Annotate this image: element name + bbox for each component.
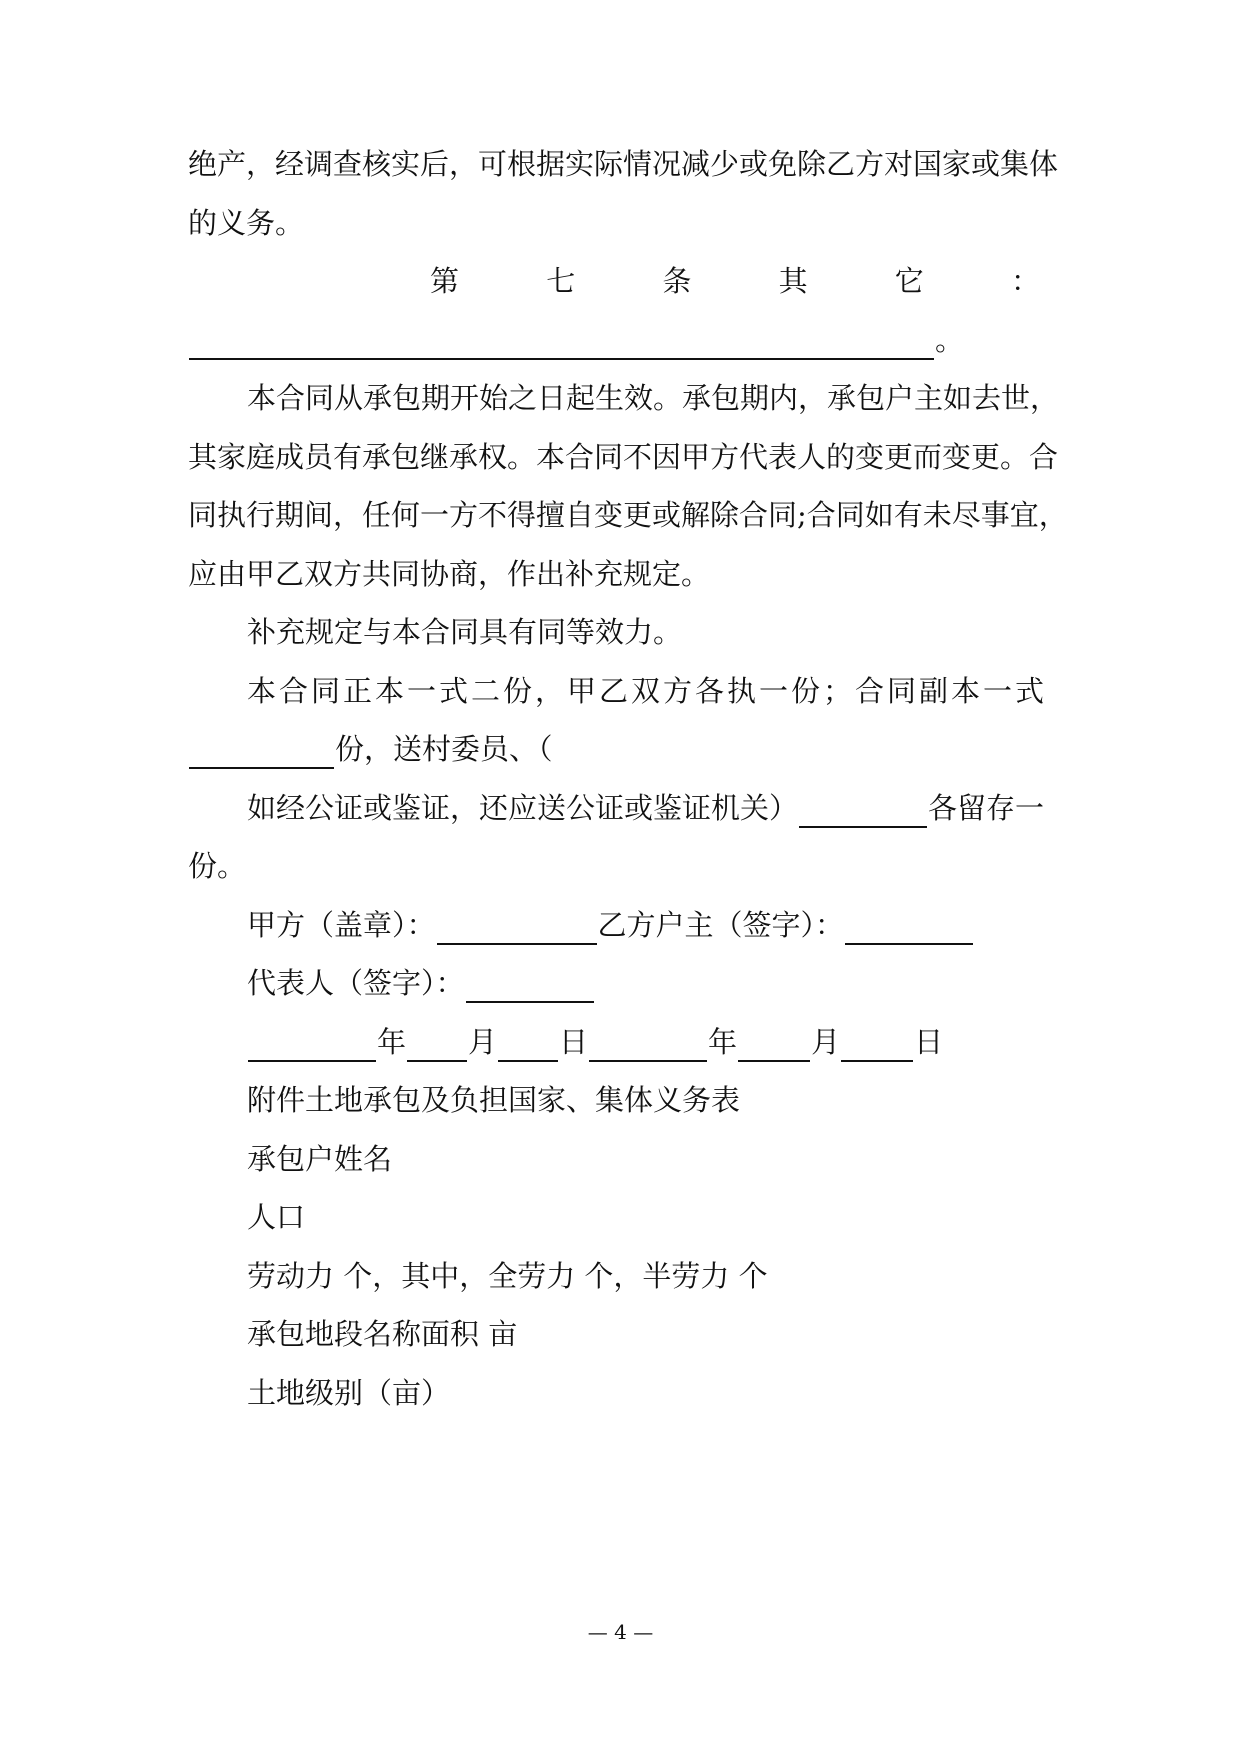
article-7-char: 条 [662,264,692,298]
paragraph-text: 各留存一 [928,791,1045,825]
paragraph-text: 如经公证或鉴证，还应送公证或鉴证机关） [247,791,799,825]
signature-line [247,905,1058,945]
labor-label: 劳动力 个，其中，全劳力 个，半劳力 个 [247,1259,768,1293]
paragraph-line: 本合同正本一式二份，甲乙双方各执一份；合同副本一式 [247,674,1048,708]
month-label: 月 [468,1025,498,1059]
paragraph-line: 补充规定与本合同具有同等效力。 [247,615,683,649]
year-blank[interactable] [589,1030,707,1062]
paragraph-line: 其家庭成员有承包继承权。本合同不因甲方代表人的变更而变更。合 [188,440,1059,474]
representative-label: 代表人（签字）： [247,966,465,1000]
year-label: 年 [377,1025,407,1059]
punctuation: 。 [935,323,965,357]
representative-line [247,963,1058,1003]
party-b-label: 乙方户主（签字）： [597,908,845,942]
population-label: 人口 [247,1200,306,1234]
article-7-char: 第 [430,264,460,298]
paragraph-line [188,729,1058,769]
paragraph-line: 绝产，经调查核实后，可根据实际情况减少或免除乙方对国家或集体 [188,147,1059,181]
paragraph-line: 应由甲乙双方共同协商，作出补充规定。 [188,557,711,591]
paragraph-line: 的义务。 [188,206,305,240]
page-number: — 4 — [587,1620,654,1644]
month-label: 月 [811,1025,841,1059]
paragraph-line: 份。 [188,849,247,883]
party-b-signature-blank[interactable] [845,913,973,945]
article-7-char: 它 [894,264,924,298]
article-7-blank-line [188,320,1058,360]
paragraph-line: 同执行期间，任何一方不得擅自变更或解除合同;合同如有未尽事宜， [188,498,1068,532]
plot-label: 承包地段名称面积 亩 [247,1317,518,1351]
day-label: 日 [914,1025,944,1059]
paragraph-text: 份，送村委员、（ [335,732,553,766]
fill-in-blank[interactable] [189,737,334,769]
article-7-heading [430,261,1040,301]
attachment-title: 附件土地承包及负担国家、集体义务表 [247,1083,741,1117]
party-a-label: 甲方（盖章）： [247,908,436,942]
month-blank[interactable] [738,1030,810,1062]
land-grade-label: 土地级别（亩） [247,1376,451,1410]
day-blank[interactable] [841,1030,913,1062]
representative-signature-blank[interactable] [466,971,594,1003]
article-7-char: ： [1010,264,1040,298]
day-blank[interactable] [498,1030,558,1062]
article-7-char: 七 [546,264,576,298]
year-label: 年 [708,1025,738,1059]
fill-in-blank[interactable] [799,796,927,828]
article-7-char: 其 [778,264,808,298]
household-name-label: 承包户姓名 [247,1142,393,1176]
party-a-seal-blank[interactable] [437,913,597,945]
paragraph-line [247,788,1058,828]
date-line [247,1022,1058,1062]
paragraph-line: 本合同从承包期开始之日起生效。承包期内，承包户主如去世， [247,381,1060,415]
year-blank[interactable] [248,1030,376,1062]
fill-in-blank[interactable] [189,328,934,360]
day-label: 日 [559,1025,589,1059]
month-blank[interactable] [407,1030,467,1062]
